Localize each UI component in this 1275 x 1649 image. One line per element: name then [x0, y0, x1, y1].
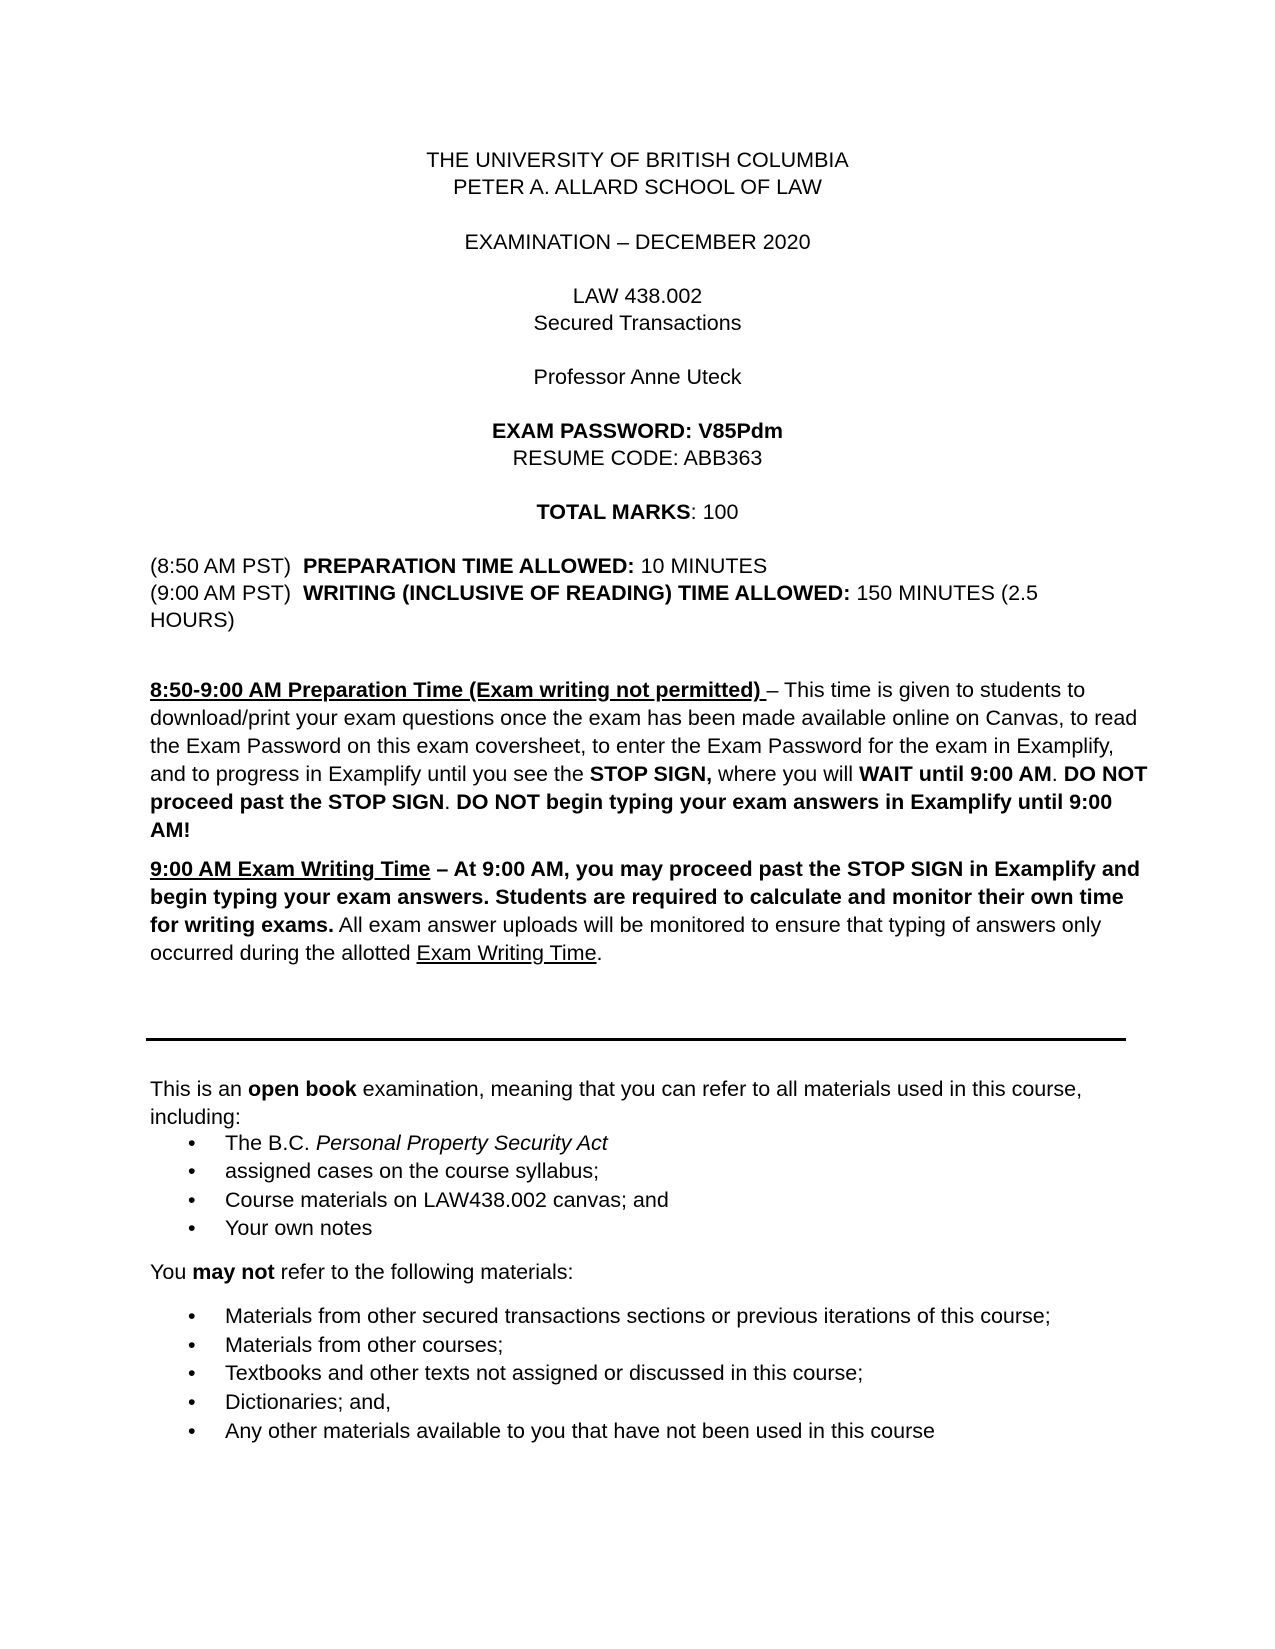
school-name: PETER A. ALLARD SCHOOL OF LAW: [453, 175, 822, 199]
university-name: THE UNIVERSITY OF BRITISH COLUMBIA: [426, 148, 849, 172]
forbidden-item: • Materials from other courses;: [188, 1333, 504, 1357]
allowed-item: • assigned cases on the course syllabus;: [188, 1159, 600, 1183]
prep-time-heading: 8:50-9:00 AM Preparation Time (Exam writing not permitted): [150, 678, 767, 702]
total-marks: TOTAL MARKS: 100: [536, 500, 739, 524]
allowed-item: • The B.C. Personal Property Security Act: [188, 1131, 608, 1155]
course-name: Secured Transactions: [533, 311, 742, 335]
open-book-intro: This is an open book examination, meaning that you can refer to all materials used in this course, including:: [150, 1077, 1083, 1129]
may-not-intro: You may not refer to the following materials:: [150, 1260, 574, 1284]
forbidden-item: • Materials from other secured transactions sections or previous iterations of this course;: [188, 1304, 1051, 1328]
writing-time-heading: 9:00 AM Exam Writing Time: [150, 857, 431, 881]
writing-time-line: (9:00 AM PST) WRITING (INCLUSIVE OF READING) TIME ALLOWED: 150 MINUTES (2.5: [150, 581, 1038, 605]
course-code: LAW 438.002: [572, 284, 703, 308]
forbidden-item: • Textbooks and other texts not assigned or discussed in this course;: [188, 1361, 864, 1385]
exam-password: EXAM PASSWORD: V85Pdm: [491, 419, 784, 443]
forbidden-item: • Dictionaries; and,: [188, 1390, 392, 1414]
allowed-item: • Course materials on LAW438.002 canvas; and: [188, 1188, 669, 1212]
prep-time-paragraph: 8:50-9:00 AM Preparation Time (Exam writing not permitted) – This time is given to students to download/print your exam questions once the exam has been made available online on Canvas, to read the Exam Password on this exam coversheet, to enter the Exam Password for the exam in Examplify, and to progress in Examplify until you see the STOP SIGN, where you will WAIT until 9:00 AM. DO NOT proceed past the STOP SIGN. DO NOT begin typing your exam answers in Examplify until 9:00 AM!: [150, 678, 1148, 842]
resume-code: RESUME CODE: ABB363: [512, 446, 763, 470]
writing-time-continued: HOURS): [150, 608, 235, 632]
professor-name: Professor Anne Uteck: [533, 365, 742, 389]
writing-time-paragraph: 9:00 AM Exam Writing Time – At 9:00 AM, you may proceed past the STOP SIGN in Examplify and begin typing your exam answers. Students are required to calculate and monitor their own time for writing exams. All exam answer uploads will be monitored to ensure that typing of answers only occurred during the allotted Exam Writing Time.: [150, 857, 1141, 965]
exam-title: EXAMINATION – DECEMBER 2020: [464, 230, 811, 254]
section-divider: [146, 1038, 1126, 1041]
forbidden-item: • Any other materials available to you that have not been used in this course: [188, 1419, 935, 1443]
allowed-item: • Your own notes: [188, 1216, 373, 1240]
prep-time-line: (8:50 AM PST) PREPARATION TIME ALLOWED: 10 MINUTES: [150, 554, 768, 578]
exam-writing-time-reference: Exam Writing Time: [416, 941, 597, 965]
